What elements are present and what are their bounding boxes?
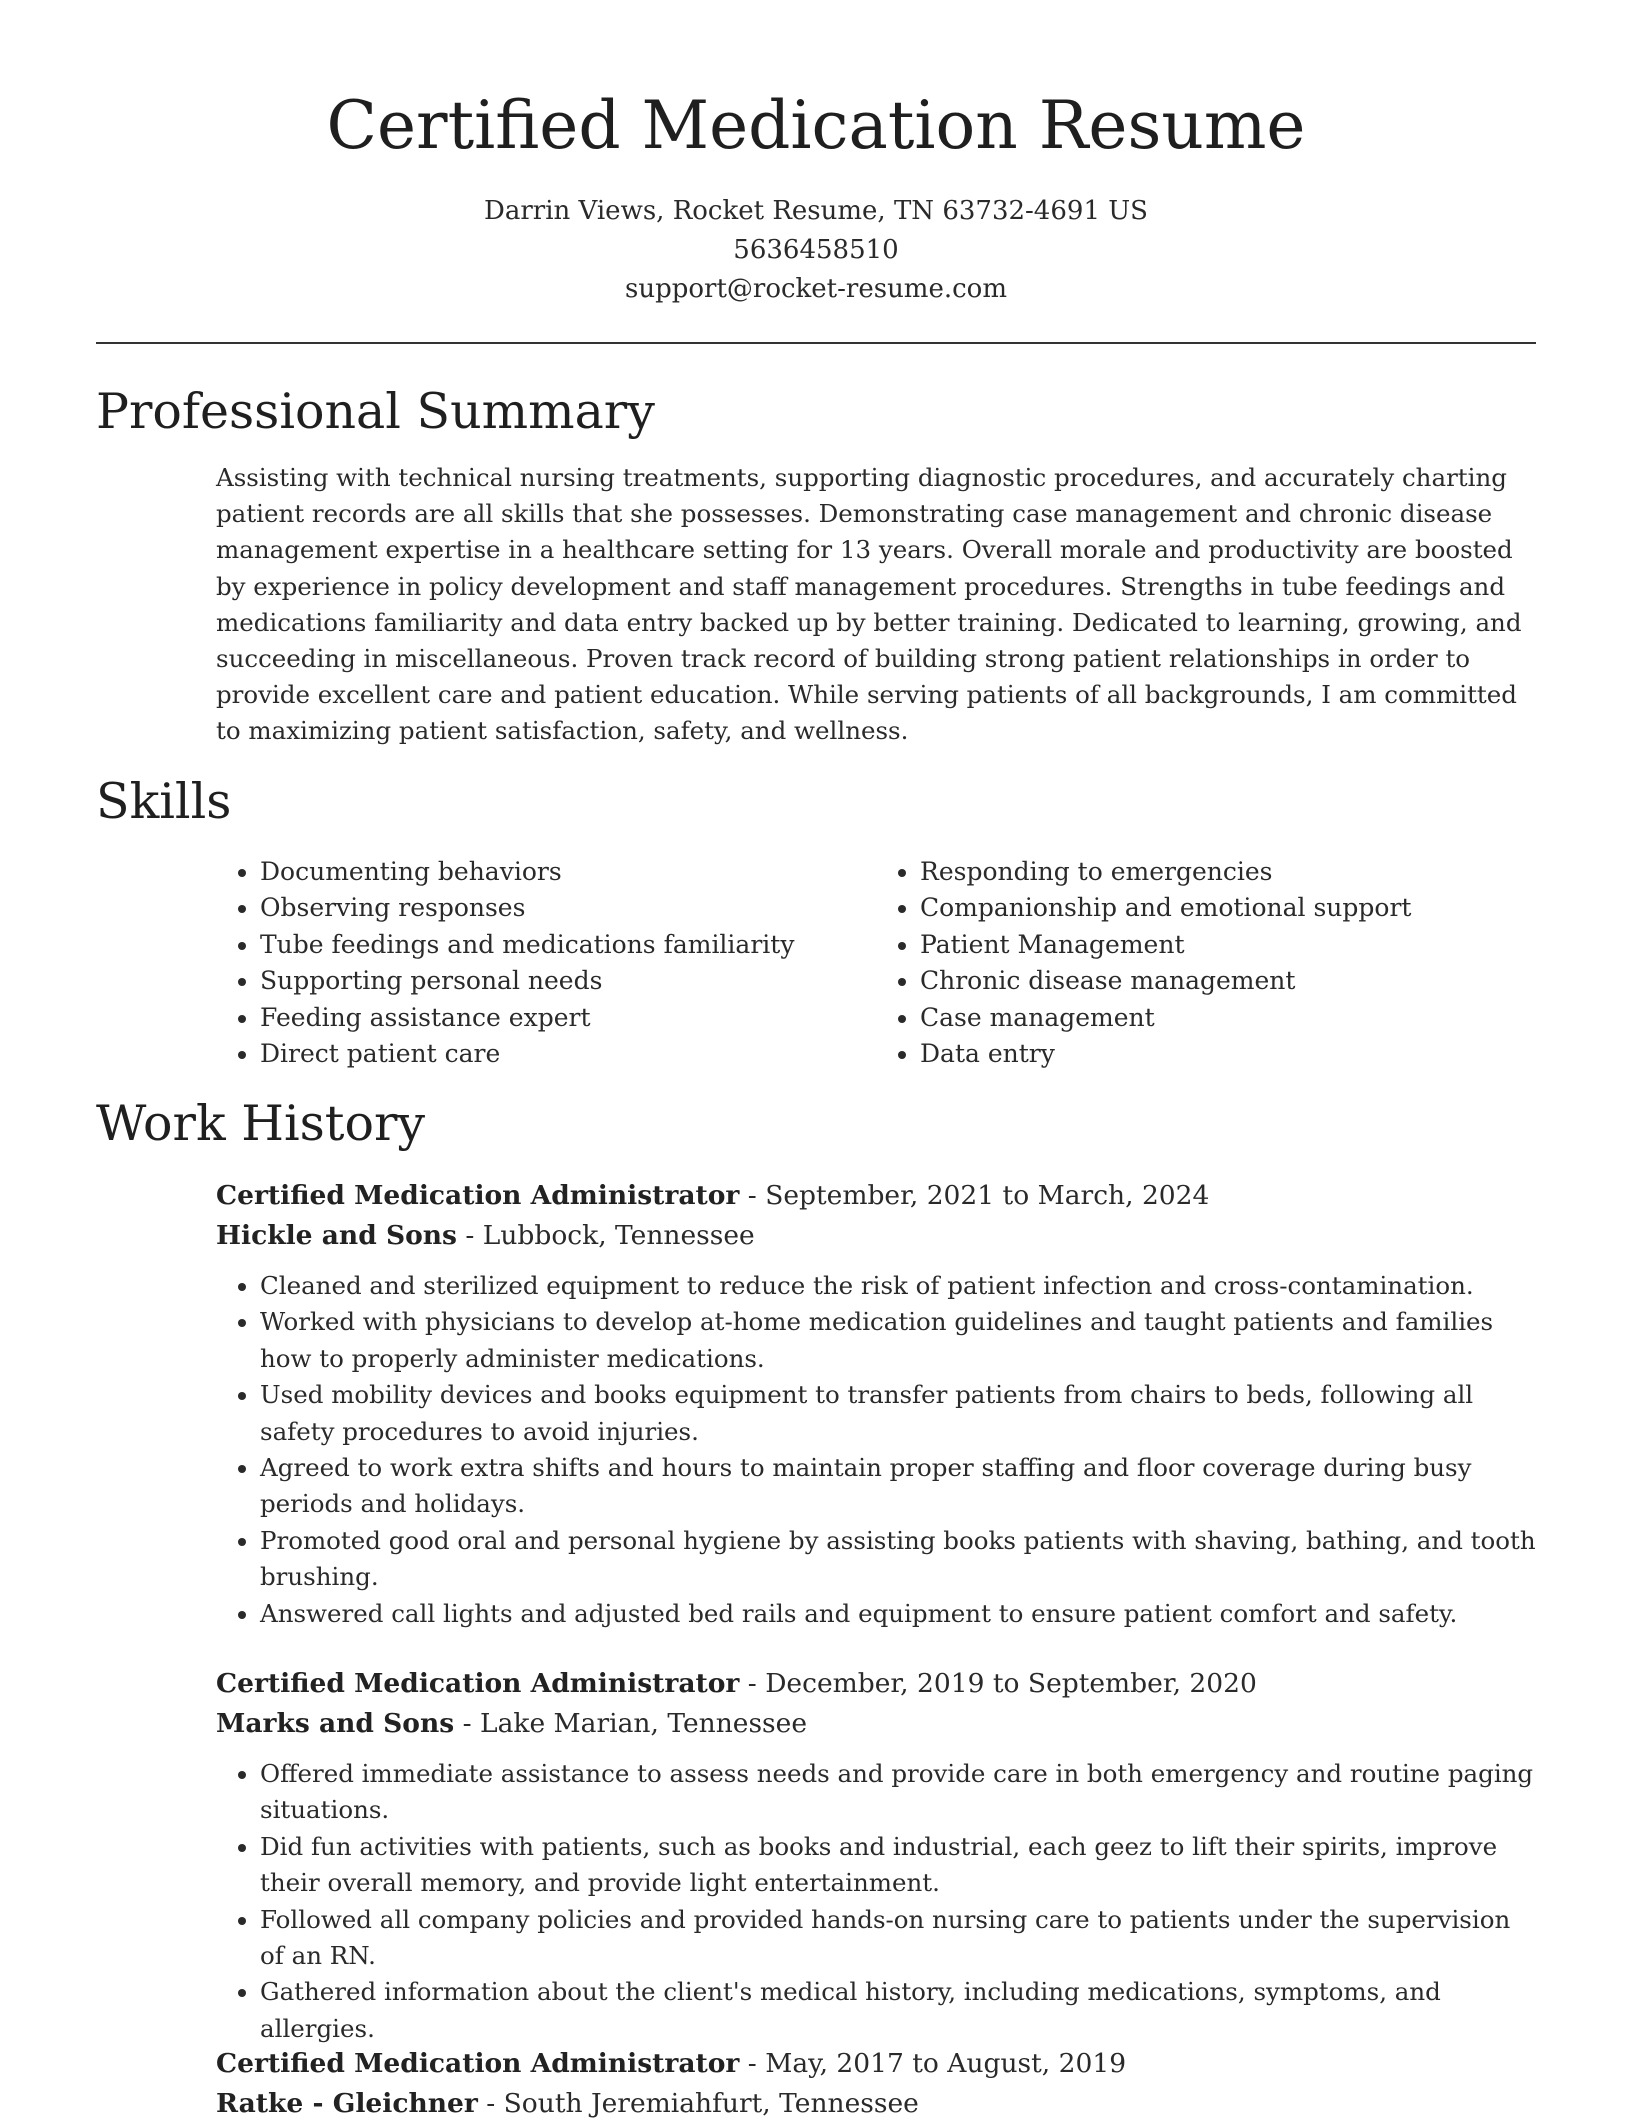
skill-item: • Documenting behaviors	[260, 854, 876, 890]
job-title-line	[216, 1664, 1536, 1704]
skill-item: • Case management	[920, 1000, 1536, 1036]
job-duty: • Followed all company policies and provided hands-on nursing care to patients under the supervision of an RN.	[260, 1902, 1536, 1975]
job-separator: -	[456, 1220, 483, 1251]
contact-phone: 5636458510	[733, 235, 899, 265]
skill-item: • Supporting personal needs	[260, 963, 876, 999]
job-dates: December, 2019 to September, 2020	[765, 1668, 1257, 1699]
skill-item: • Patient Management	[920, 927, 1536, 963]
job-separator: -	[477, 2088, 504, 2119]
skills-column-right	[876, 854, 1536, 1072]
job-title: Certified Medication Administrator	[216, 1668, 740, 1699]
job-entry	[216, 1664, 1536, 2047]
header-divider	[96, 342, 1536, 344]
job-title: Certified Medication Administrator	[216, 1180, 740, 1211]
job-title-line	[216, 1176, 1536, 1216]
job-title: Certified Medication Administrator	[216, 2048, 740, 2079]
job-entry	[216, 1176, 1536, 1632]
skill-item: • Companionship and emotional support	[920, 890, 1536, 926]
job-duty: • Did fun activities with patients, such as books and industrial, each geez to lift their spirits, improve their overall memory, and provide light entertainment.	[260, 1829, 1536, 1902]
skill-item: • Direct patient care	[260, 1036, 876, 1072]
job-duty: • Agreed to work extra shifts and hours to maintain proper staffing and floor coverage during busy periods and holidays.	[260, 1450, 1536, 1523]
job-duty: • Cleaned and sterilized equipment to reduce the risk of patient infection and cross-contamination.	[260, 1268, 1536, 1304]
job-company-line	[216, 2084, 1536, 2124]
job-duty: • Answered call lights and adjusted bed rails and equipment to ensure patient comfort and safety.	[260, 1596, 1536, 1632]
job-duty: • Worked with physicians to develop at-home medication guidelines and taught patients and families how to properly administer medications.	[260, 1304, 1536, 1377]
job-company: Hickle and Sons	[216, 1220, 457, 1251]
job-location: Lubbock, Tennessee	[482, 1220, 755, 1251]
job-duty: • Gathered information about the client's medical history, including medications, symptoms, and allergies.	[260, 1974, 1536, 2047]
job-location: South Jeremiahfurt, Tennessee	[503, 2088, 919, 2119]
skill-item: • Responding to emergencies	[920, 854, 1536, 890]
job-separator: -	[739, 2048, 766, 2079]
job-duties	[216, 1268, 1536, 1632]
job-company-line	[216, 1216, 1536, 1256]
job-duty: • Used mobility devices and books equipment to transfer patients from chairs to beds, following all safety procedures to avoid injuries.	[260, 1377, 1536, 1450]
job-entry	[216, 2044, 1536, 2124]
job-duty: • Promoted good oral and personal hygiene by assisting books patients with shaving, bathing, and tooth brushing.	[260, 1523, 1536, 1596]
job-location: Lake Marian, Tennessee	[479, 1708, 808, 1739]
job-company-line	[216, 1704, 1536, 1744]
job-separator: -	[739, 1180, 766, 1211]
skill-item: • Tube feedings and medications familiarity	[260, 927, 876, 963]
summary-text: Assisting with technical nursing treatments, supporting diagnostic procedures, and accurately charting patient records are all skills that she possesses. Demonstrating case management and chronic disease management expertise in a healthcare setting for 13 years. Overall morale and productivity are boosted by experience in policy development and staff management procedures. Strengths in tube feedings and medications familiarity and data entry backed up by better training. Dedicated to learning, growing, and succeeding in miscellaneous. Proven track record of building strong patient relationships in order to provide excellent care and patient education. While serving patients of all backgrounds, I am committed to maximizing patient satisfaction, safety, and wellness.	[216, 463, 1522, 746]
contact-block	[0, 192, 1632, 309]
job-company: Ratke - Gleichner	[216, 2088, 478, 2119]
skill-item: • Feeding assistance expert	[260, 1000, 876, 1036]
summary-heading: Professional Summary	[96, 383, 655, 440]
skills-list	[216, 854, 1536, 1072]
skill-item: • Data entry	[920, 1036, 1536, 1072]
job-dates: September, 2021 to March, 2024	[765, 1180, 1210, 1211]
job-title-line	[216, 2044, 1536, 2084]
skill-item: • Chronic disease management	[920, 963, 1536, 999]
skill-item: • Observing responses	[260, 890, 876, 926]
resume-title: Certified Medication Resume	[326, 87, 1306, 164]
job-separator: -	[454, 1708, 480, 1739]
job-dates: May, 2017 to August, 2019	[765, 2048, 1127, 2079]
job-duty: • Offered immediate assistance to assess needs and provide care in both emergency and routine paging situations.	[260, 1756, 1536, 1829]
skills-column-left	[216, 854, 876, 1072]
skills-heading: Skills	[96, 773, 232, 830]
job-duties	[216, 1756, 1536, 2047]
work-history-heading: Work History	[96, 1095, 426, 1152]
resume-header	[0, 78, 1632, 309]
contact-address: Darrin Views, Rocket Resume, TN 63732-4691 US	[484, 196, 1148, 226]
job-separator: -	[739, 1668, 766, 1699]
contact-email: support@rocket-resume.com	[624, 274, 1007, 304]
job-company: Marks and Sons	[216, 1708, 455, 1739]
